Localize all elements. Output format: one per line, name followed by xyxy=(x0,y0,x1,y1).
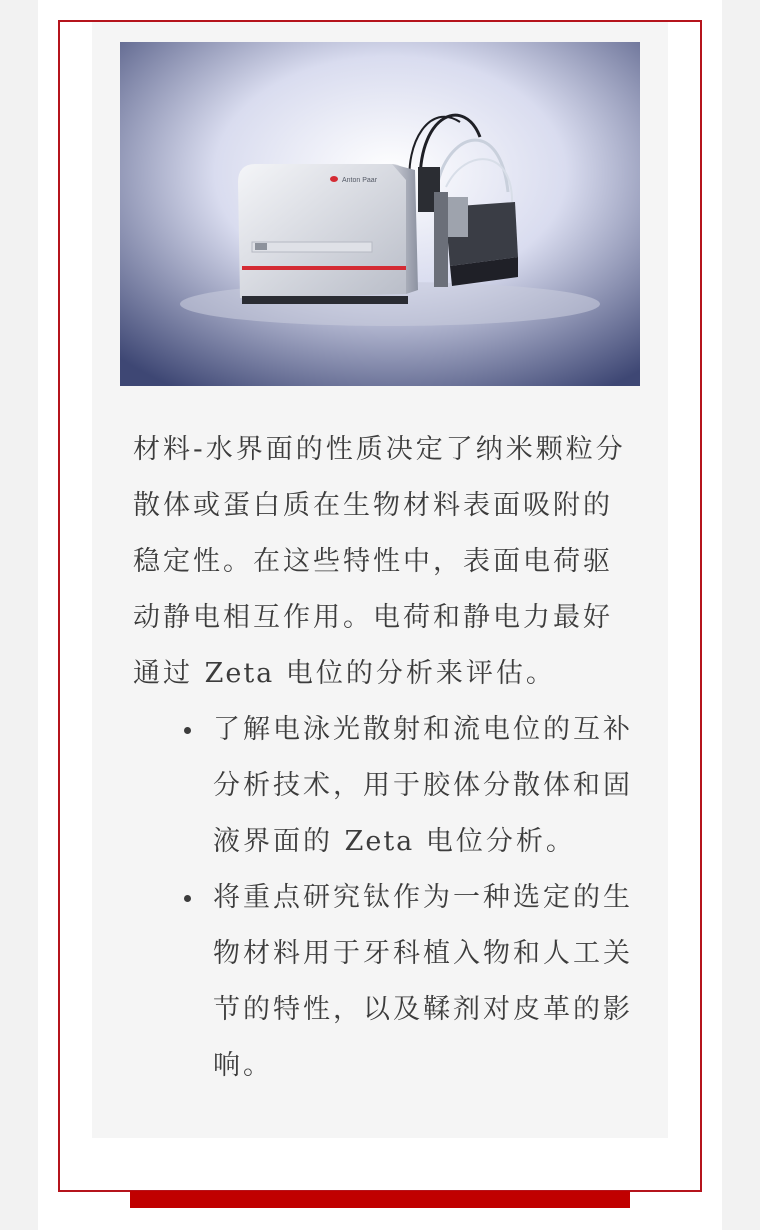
bullet-dot-icon xyxy=(184,727,191,734)
zeta-term: Zeta xyxy=(204,658,275,689)
zeta-term: Zeta xyxy=(344,826,415,857)
list-item xyxy=(184,702,634,870)
bullet-text: 了解电泳光散射和流电位的互补分析技术，用于胶体分散体和固液界面的 Zeta 电位分析。 xyxy=(213,714,633,857)
product-photo xyxy=(120,42,640,386)
red-accent-bar xyxy=(130,1191,630,1208)
bullet-text: 将重点研究钛作为一种选定的生物材料用于牙科植入物和人工关节的特性，以及鞣剂对皮革的影响。 xyxy=(213,882,633,1081)
bullet-dot-icon xyxy=(184,895,191,902)
intro-paragraph: 材料-水界面的性质决定了纳米颗粒分散体或蛋白质在生物材料表面吸附的稳定性。在这些特性中，表面电荷驱动静电相互作用。电荷和静电力最好通过 Zeta 电位的分析来评估。 xyxy=(133,434,626,689)
brand-label: Anton Paar xyxy=(342,177,378,184)
bullet-list xyxy=(184,702,634,1094)
list-item xyxy=(184,870,634,1094)
